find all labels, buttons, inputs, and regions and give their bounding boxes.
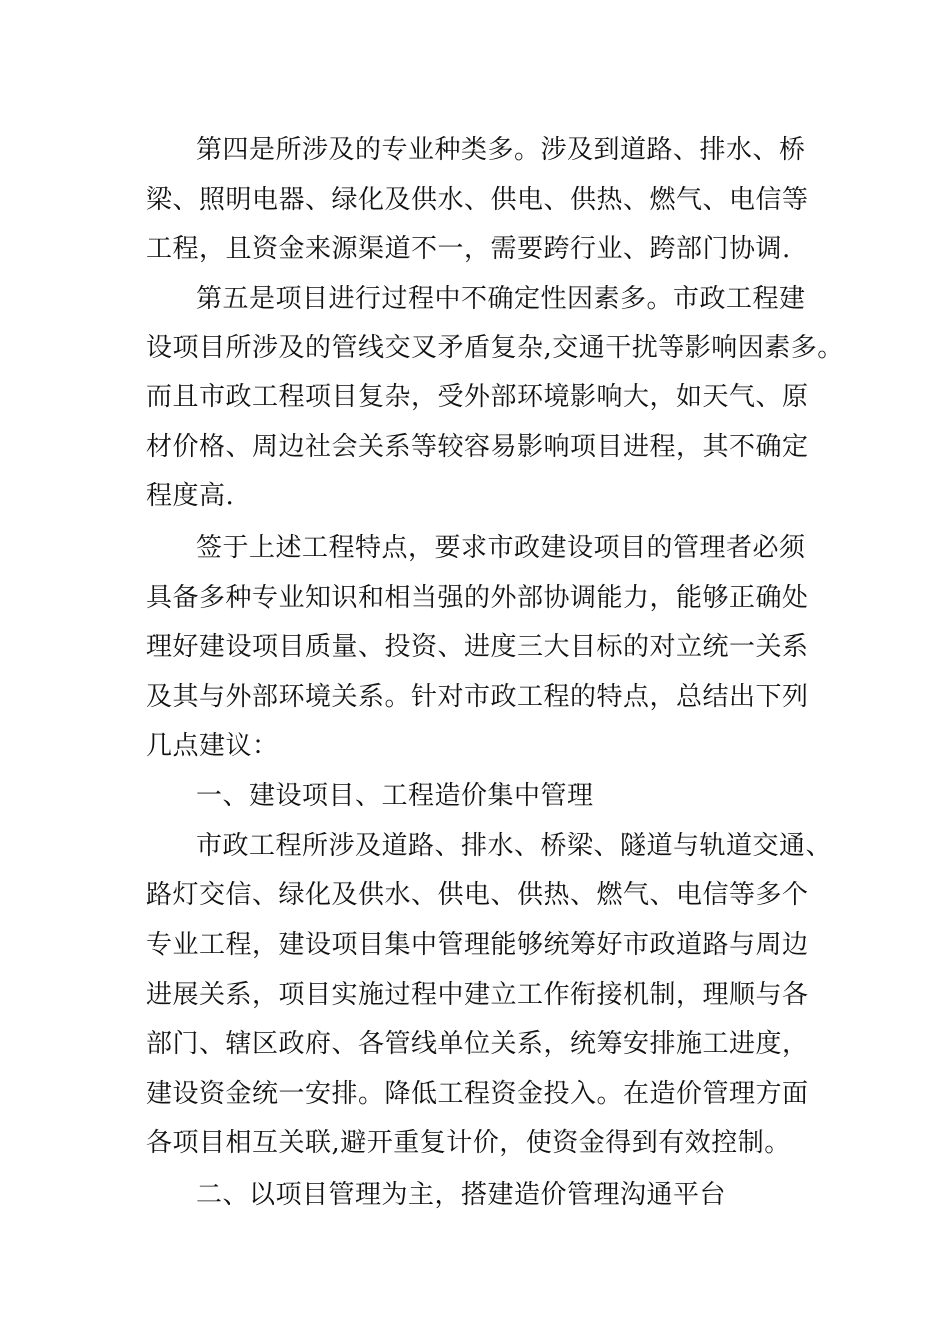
paragraph-7-line-5: 部门、辖区政府、各管线单位关系，统筹安排施工进度， [146, 1029, 809, 1059]
paragraph-6-line-2: 具备多种专业知识和相当强的外部协调能力，能够正确处 [146, 583, 809, 613]
paragraph-7-line-2: 路灯交信、绿化及供水、供电、供热、燃气、电信等多个 [146, 880, 809, 910]
paragraph-4-line-2: 梁、照明电器、绿化及供水、供电、供热、燃气、电信等 [146, 185, 809, 215]
paragraph-7-line-1: 市政工程所涉及道路、排水、桥梁、隧道与轨道交通、 [196, 831, 833, 861]
paragraph-7-line-4: 进展关系，项目实施过程中建立工作衔接机制，理顺与各 [146, 980, 809, 1010]
paragraph-7-line-7: 各项目相互关联,避开重复计价，使资金得到有效控制。 [146, 1128, 791, 1158]
paragraph-4-line-3: 工程，且资金来源渠道不一，需要跨行业、跨部门协调. [146, 234, 791, 264]
paragraph-7-line-3: 专业工程，建设项目集中管理能够统筹好市政道路与周边 [146, 930, 809, 960]
paragraph-5-line-1: 第五是项目进行过程中不确定性因素多。市政工程建 [196, 284, 806, 314]
section-heading-2: 二、以项目管理为主，搭建造价管理沟通平台 [196, 1180, 727, 1210]
paragraph-6-line-5: 几点建议： [146, 731, 279, 761]
paragraph-5-line-3: 而且市政工程项目复杂，受外部环境影响大，如天气、原 [146, 382, 809, 412]
paragraph-5-line-4: 材价格、周边社会关系等较容易影响项目进程，其不确定 [146, 432, 809, 462]
paragraph-5-line-2: 设项目所涉及的管线交叉矛盾复杂,交通干扰等影响因素多。 [146, 333, 844, 363]
paragraph-4-line-1: 第四是所涉及的专业种类多。涉及到道路、排水、桥 [196, 135, 806, 165]
section-heading-1: 一、建设项目、工程造价集中管理 [196, 781, 594, 811]
paragraph-5-line-5: 程度高. [146, 481, 235, 511]
paragraph-6-line-4: 及其与外部环境关系。针对市政工程的特点，总结出下列 [146, 682, 809, 712]
paragraph-6-line-1: 签于上述工程特点，要求市政建设项目的管理者必须 [196, 533, 806, 563]
paragraph-7-line-6: 建设资金统一安排。降低工程资金投入。在造价管理方面 [146, 1079, 809, 1109]
paragraph-6-line-3: 理好建设项目质量、投资、进度三大目标的对立统一关系 [146, 632, 809, 662]
